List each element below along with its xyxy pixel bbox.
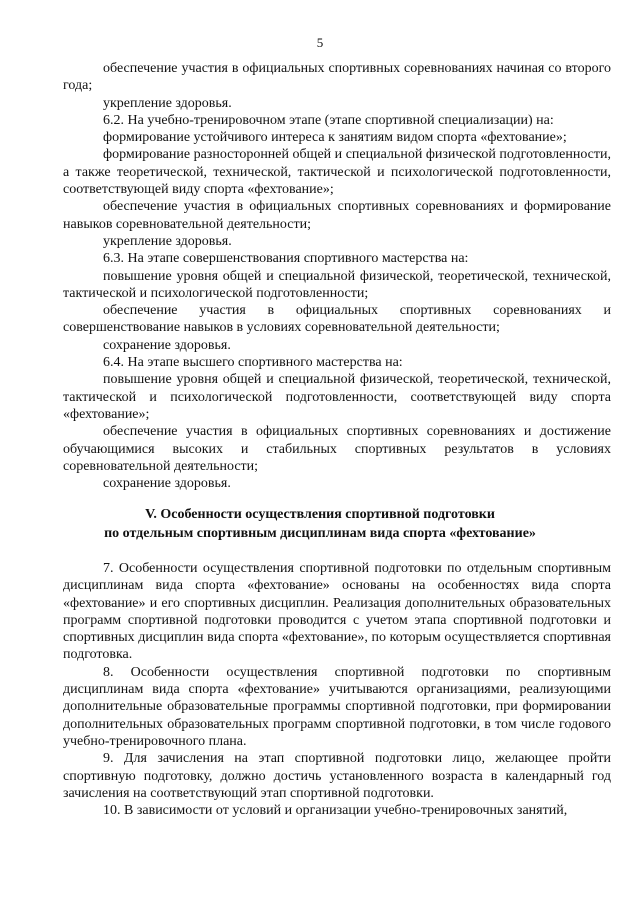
section-heading-line1: V. Особенности осуществления спортивной подготовки [145,507,495,522]
paragraph: повышение уровня общей и специальной физической, теоретической, технической, тактической и психологической подготовленности; [63,268,611,301]
stage-tasks-text [63,60,611,492]
paragraph: обеспечение участия в официальных спортивных соревнованиях начиная со второго года; [63,61,611,94]
paragraph: 8. Особенности осуществления спортивной подготовки по спортивным дисциплинам вида спорта «фехтование» учитываются организациями, реализующими дополнительные образовательные программы спортивной подготовки, при формировании дополнительных образовательных программ спортивной подготовки, в том числе годового учебно-тренировочного плана. [63,664,611,749]
paragraph: формирование разносторонней общей и специальной физической подготовленности, а также теоретической, технической, тактической и психологической подготовленности, соответствующей виду спорта «фехтование»; [63,147,611,198]
paragraph: укрепление здоровья. [103,95,232,111]
paragraph: 9. Для зачисления на этап спортивной подготовки лицо, желающее пройти спортивную подготовку, должно достичь установленного возраста в календарный год зачисления на соответствующий этап спортивной подготовки. [63,751,611,801]
paragraph: обеспечение участия в официальных спортивных соревнованиях и совершенствование навыков в условиях соревновательной деятельности; [63,303,611,336]
paragraph: 7. Особенности осуществления спортивной подготовки по отдельным спортивным дисциплинам вида спорта «фехтование» основаны на особенностях вида спорта «фехтование» и его спортивных дисциплин. Реализация дополнительных образовательных программ спортивной подготовки проводится с учетом этапа спортивной подготовки и спортивных дисциплин вида спорта «фехтование», по которым осуществляется спортивная подготовка. [63,561,611,663]
paragraph: 6.4. На этапе высшего спортивного мастерства на: [103,355,403,371]
paragraph: формирование устойчивого интереса к занятиям видом спорта «фехтование»; [103,130,567,146]
paragraph: укрепление здоровья. [103,233,232,249]
paragraph: 10. В зависимости от условий и организации учебно-тренировочных занятий, [103,803,568,819]
paragraph: сохранение здоровья. [103,337,231,353]
page-number: 5 [316,35,324,50]
paragraph: повышение уровня общей и специальной физической, теоретической, технической, тактической и психологической подготовленности, соответствующей виду спорта «фехтование»; [63,372,611,422]
paragraph: 6.3. На этапе совершенствования спортивного мастерства на: [103,251,469,267]
section-heading-line2: по отдельным спортивным дисциплинам вида спорта «фехтование» [104,526,536,541]
paragraph: обеспечение участия в официальных спортивных соревнованиях и формирование навыков соревновательной деятельности; [63,199,611,232]
paragraph: обеспечение участия в официальных спортивных соревнованиях и достижение обучающимися высоких и стабильных спортивных результатов в условиях соревновательной деятельности; [63,424,611,474]
paragraph: сохранение здоровья. [103,476,231,492]
paragraph: 6.2. На учебно-тренировочном этапе (этапе спортивной специализации) на: [103,112,554,128]
section-heading [0,505,640,543]
section-body [63,560,611,819]
